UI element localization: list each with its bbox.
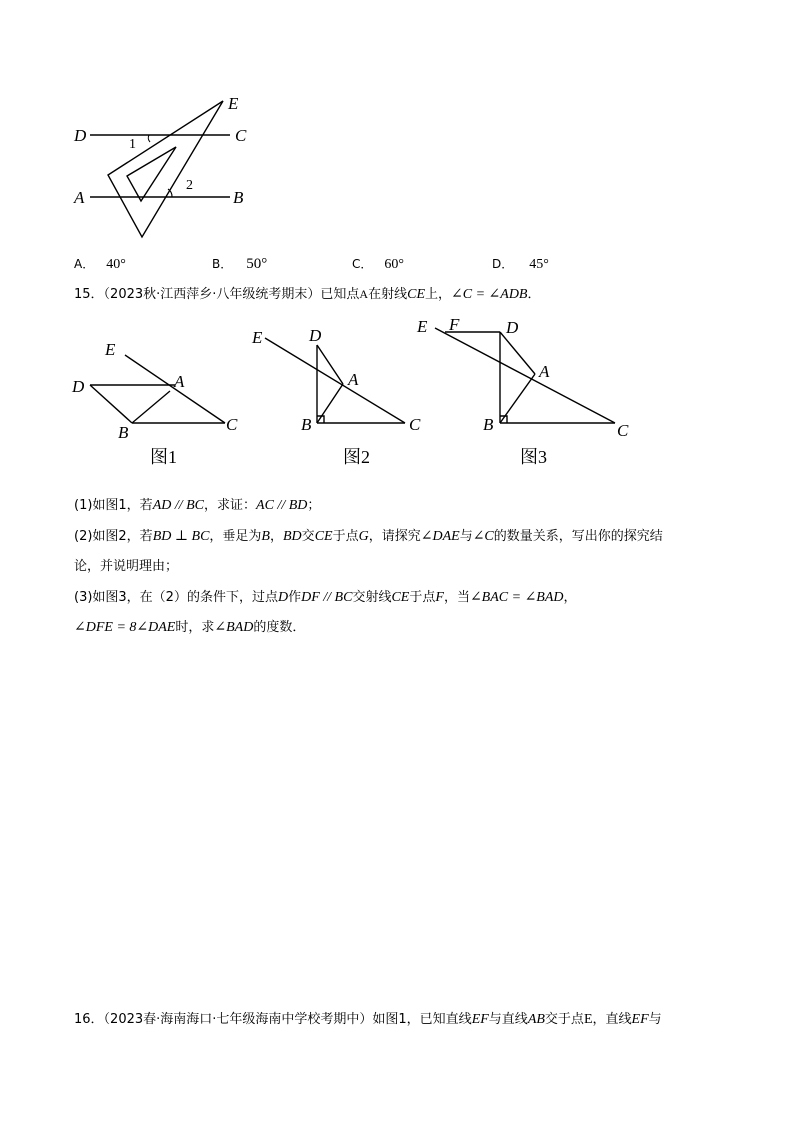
q15-p2-c: ， bbox=[269, 529, 283, 544]
q15-part2 bbox=[74, 528, 663, 546]
q15-p3-m2: DF // BC bbox=[301, 590, 353, 605]
q16-e: 与 bbox=[648, 1012, 662, 1027]
option-a-value: 40° bbox=[106, 257, 126, 272]
q15-stem bbox=[74, 285, 541, 304]
fig2-label-a: A bbox=[348, 370, 359, 389]
q16-b: 与直线 bbox=[488, 1012, 528, 1027]
q16-number: 16． bbox=[74, 1012, 104, 1027]
figure-3 bbox=[416, 315, 629, 440]
q15-p1-c: ； bbox=[307, 498, 321, 513]
q15-p3-m5: ∠BAC = ∠BAD bbox=[469, 590, 564, 605]
figure-1 bbox=[71, 340, 238, 442]
label-D: D bbox=[74, 126, 87, 145]
q15-p3-a: (3)如图3，在（2）的条件下，过点 bbox=[74, 590, 278, 605]
fig2-label-c: C bbox=[409, 415, 421, 434]
q15-source: （2023秋·江西萍乡·八年级统考期末） bbox=[103, 287, 321, 302]
q15-p3-c: 交射线 bbox=[352, 590, 392, 605]
fig3-label-e: E bbox=[417, 317, 428, 336]
q16-d: ，直线 bbox=[592, 1012, 632, 1027]
fig1-label-e: E bbox=[105, 340, 116, 359]
fig1-label-d: D bbox=[72, 377, 85, 396]
option-d-label: D． bbox=[492, 257, 514, 271]
q16-m2: AB bbox=[527, 1012, 545, 1027]
figure-q15 bbox=[60, 310, 660, 475]
q16-m1: EF bbox=[471, 1012, 489, 1027]
q15-p3-f: ， bbox=[563, 590, 577, 605]
figure-2 bbox=[251, 326, 421, 434]
q15-stem-b: 在射线 bbox=[368, 287, 408, 302]
label-E: E bbox=[228, 94, 239, 113]
fig3-label-d: D bbox=[506, 318, 519, 337]
option-c-value: 60° bbox=[384, 257, 404, 272]
q15-p2-m6: ∠DAE bbox=[420, 529, 460, 544]
option-c[interactable] bbox=[352, 255, 404, 274]
q15-p3-e: ，当 bbox=[443, 590, 470, 605]
q15-condition: ∠C = ∠ADB bbox=[451, 287, 528, 302]
q15-p2-b: ，垂足为 bbox=[209, 529, 262, 544]
option-d[interactable] bbox=[492, 255, 549, 274]
fig3-caption: 图3 bbox=[520, 447, 547, 467]
q15-p3-h: 的度数． bbox=[253, 620, 306, 635]
label-angle-1: 1 bbox=[129, 137, 136, 152]
label-angle-2: 2 bbox=[186, 178, 193, 193]
q16-c: 交于点 bbox=[544, 1012, 584, 1027]
option-c-label: C． bbox=[352, 257, 373, 271]
q15-part3-line2 bbox=[74, 619, 305, 637]
q15-part3 bbox=[74, 589, 577, 607]
q15-stem-a: 已知点 bbox=[320, 287, 360, 302]
fig3-label-c: C bbox=[617, 421, 629, 440]
fig3-label-a: A bbox=[539, 362, 550, 381]
q16-stem bbox=[74, 1011, 662, 1029]
q15-p1-m1: AD // BC bbox=[152, 498, 205, 513]
fig3-label-b: B bbox=[483, 415, 494, 434]
q15-p2-d: 交 bbox=[301, 529, 315, 544]
q16-a: 如图1，已知直线 bbox=[372, 1012, 472, 1027]
q15-p2-m4: CE bbox=[314, 529, 333, 544]
option-d-value: 45° bbox=[529, 257, 549, 272]
fig1-label-c: C bbox=[226, 415, 238, 434]
q15-p3-m6: ∠DFE = 8∠DAE bbox=[74, 620, 176, 635]
fig1-label-a: A bbox=[174, 372, 185, 391]
q15-p2-m3: BD bbox=[283, 529, 302, 544]
q15-p2-a: (2)如图2，若 bbox=[74, 529, 153, 544]
q15-p2-m1: BD ⊥ BC bbox=[152, 529, 210, 544]
label-C: C bbox=[235, 126, 247, 145]
q16-m3: E bbox=[583, 1012, 593, 1027]
fig2-caption: 图2 bbox=[343, 447, 370, 467]
q15-part2-line2 bbox=[74, 558, 178, 576]
q15-p2-g: 与 bbox=[459, 529, 473, 544]
q15-p3-g: 时，求 bbox=[175, 620, 215, 635]
q15-stem-end: ． bbox=[527, 287, 541, 302]
label-A: A bbox=[74, 188, 85, 207]
q15-p3-m4: F bbox=[435, 590, 444, 605]
label-B: B bbox=[233, 188, 244, 207]
option-b-value: 50° bbox=[246, 256, 268, 272]
q15-number: 15． bbox=[74, 287, 104, 302]
option-b-label: B． bbox=[212, 257, 233, 271]
q16-source: （2023春·海南海口·七年级海南中学校考期中） bbox=[103, 1012, 373, 1027]
q15-p1-a: (1)如图1，若 bbox=[74, 498, 153, 513]
q15-p3-m7: ∠BAD bbox=[214, 620, 254, 635]
q15-p1-m2: AC // BD bbox=[256, 498, 308, 513]
fig3-label-f: F bbox=[449, 315, 460, 334]
fig2-label-d: D bbox=[309, 326, 322, 345]
angle-1-arc bbox=[148, 135, 150, 142]
option-b[interactable] bbox=[212, 255, 267, 274]
q15-part1 bbox=[74, 497, 320, 515]
q15-p2-h: 的数量关系，写出你的探究结 bbox=[493, 529, 663, 544]
fig1-caption: 图1 bbox=[150, 447, 177, 467]
q15-point-a: A bbox=[359, 287, 369, 301]
q15-p2-e: 于点 bbox=[332, 529, 359, 544]
q15-p2-line2: 论，并说明理由； bbox=[74, 559, 179, 574]
figure-q14 bbox=[60, 90, 260, 250]
q15-p2-f: ，请探究 bbox=[368, 529, 421, 544]
q15-p2-m7: ∠C bbox=[472, 529, 494, 544]
outer-ruler bbox=[108, 101, 223, 237]
q15-p2-m5: G bbox=[358, 529, 369, 544]
q15-stem-c: 上， bbox=[425, 287, 452, 302]
q15-p3-m3: CE bbox=[391, 590, 410, 605]
option-a-label: A． bbox=[74, 257, 95, 271]
q16-m4: EF bbox=[631, 1012, 649, 1027]
fig2-label-e: E bbox=[252, 328, 263, 347]
q15-p2-m2: B bbox=[261, 529, 270, 544]
q15-p1-b: ，求证： bbox=[204, 498, 257, 513]
fig2-label-b: B bbox=[301, 415, 312, 434]
q15-p3-d: 于点 bbox=[409, 590, 436, 605]
fig1-label-b: B bbox=[118, 423, 129, 442]
option-a[interactable] bbox=[74, 255, 126, 274]
q15-p3-m1: D bbox=[277, 590, 289, 605]
q15-ray-ce: CE bbox=[407, 287, 425, 302]
q15-p3-b: 作 bbox=[288, 590, 302, 605]
